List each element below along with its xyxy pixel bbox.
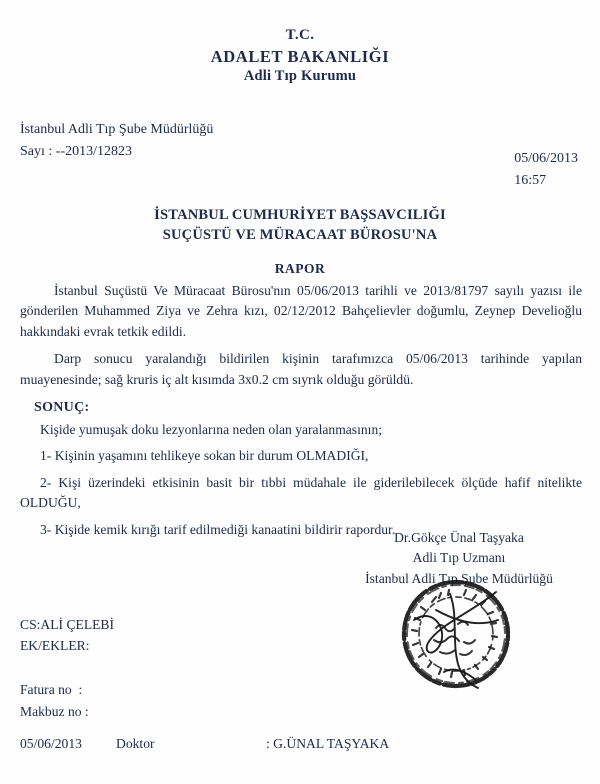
issuing-office-name: İstanbul Adli Tıp Şube Müdürlüğü [20,122,214,137]
report-intro-paragraph: İstanbul Suçüstü Ve Müracaat Bürosu'nın 05/06/2013 tarihli ve 2013/81797 sayılı yazısı ile gönderilen Muhammed Ziya ve Zehra kızı, 02/12/2012 Bahçelievler doğumlu, Zeynep Develioğlu hakkındaki evrak tetkik edildi. [20,283,582,339]
letterhead-institute: Adli Tıp Kurumu [243,67,357,84]
bottom-role: Doktor [116,736,155,751]
conclusion-heading: SONUÇ: [34,399,90,415]
receipt-no-line: Makbuz no : [20,704,89,720]
document-date: 05/06/2013 [514,151,578,166]
issuing-office-block [20,119,213,162]
official-stamp-icon [392,576,520,694]
letterhead-republic: T.C. [285,27,315,43]
reference-number: Sayı : --2013/12823 [20,143,132,159]
signatory-name: Dr.Gökçe Ünal Taşyaka [394,530,524,545]
invoice-fields [20,679,89,723]
bottom-doctor-name: : G.ÜNAL TAŞYAKA [266,736,390,751]
letterhead [0,26,600,86]
invoice-no-line: Fatura no : [20,682,83,697]
document-datetime [514,148,578,191]
bottom-row [20,736,580,752]
signature-block [330,528,588,589]
attachments-line: EK/EKLER: [20,638,90,654]
conclusion-item-1: 1- Kişinin yaşamını tehlikeye sokan bir durum OLMADIĞI, [40,448,369,464]
addressee-block [0,205,600,245]
report-title: RAPOR [274,261,326,276]
signatory-office: İstanbul Adli Tıp Şube Müdürlüğü [365,570,553,586]
bottom-date: 05/06/2013 [20,736,82,751]
conclusion-item-2: 2- Kişi üzerindeki etkisinin basit bir tıbbi müdahale ile giderilebilecek ölçüde hafif nitelikte OLDUĞU, [20,474,582,511]
footer-fields [20,614,114,657]
report-body [20,281,582,540]
addressee-line-1: İSTANBUL CUMHURİYET BAŞSAVCILIĞI [154,207,446,223]
signatory-title: Adli Tıp Uzmanı [412,550,506,566]
addressee-line-2: SUÇÜSTÜ VE MÜRACAAT BÜROSU'NA [162,227,438,243]
conclusion-item-3: 3- Kişide kemik kırığı tarif edilmediği kanaatini bildirir rapordur. [40,521,396,537]
letterhead-ministry: ADALET BAKANLIĞI [210,46,390,66]
document-time: 16:57 [514,172,547,188]
report-examination-paragraph: Darp sonucu yaralandığı bildirilen kişinin tarafımızca 05/06/2013 tarihinde yapılan muayenesinde; sağ kruris iç alt kısımda 3x0.2 cm sıyrık olduğu görüldü. [20,351,582,387]
conclusion-lead: Kişide yumuşak doku lezyonlarına neden olan yaralanmasının; [40,421,383,437]
cs-line: CS:ALİ ÇELEBİ [20,617,115,632]
